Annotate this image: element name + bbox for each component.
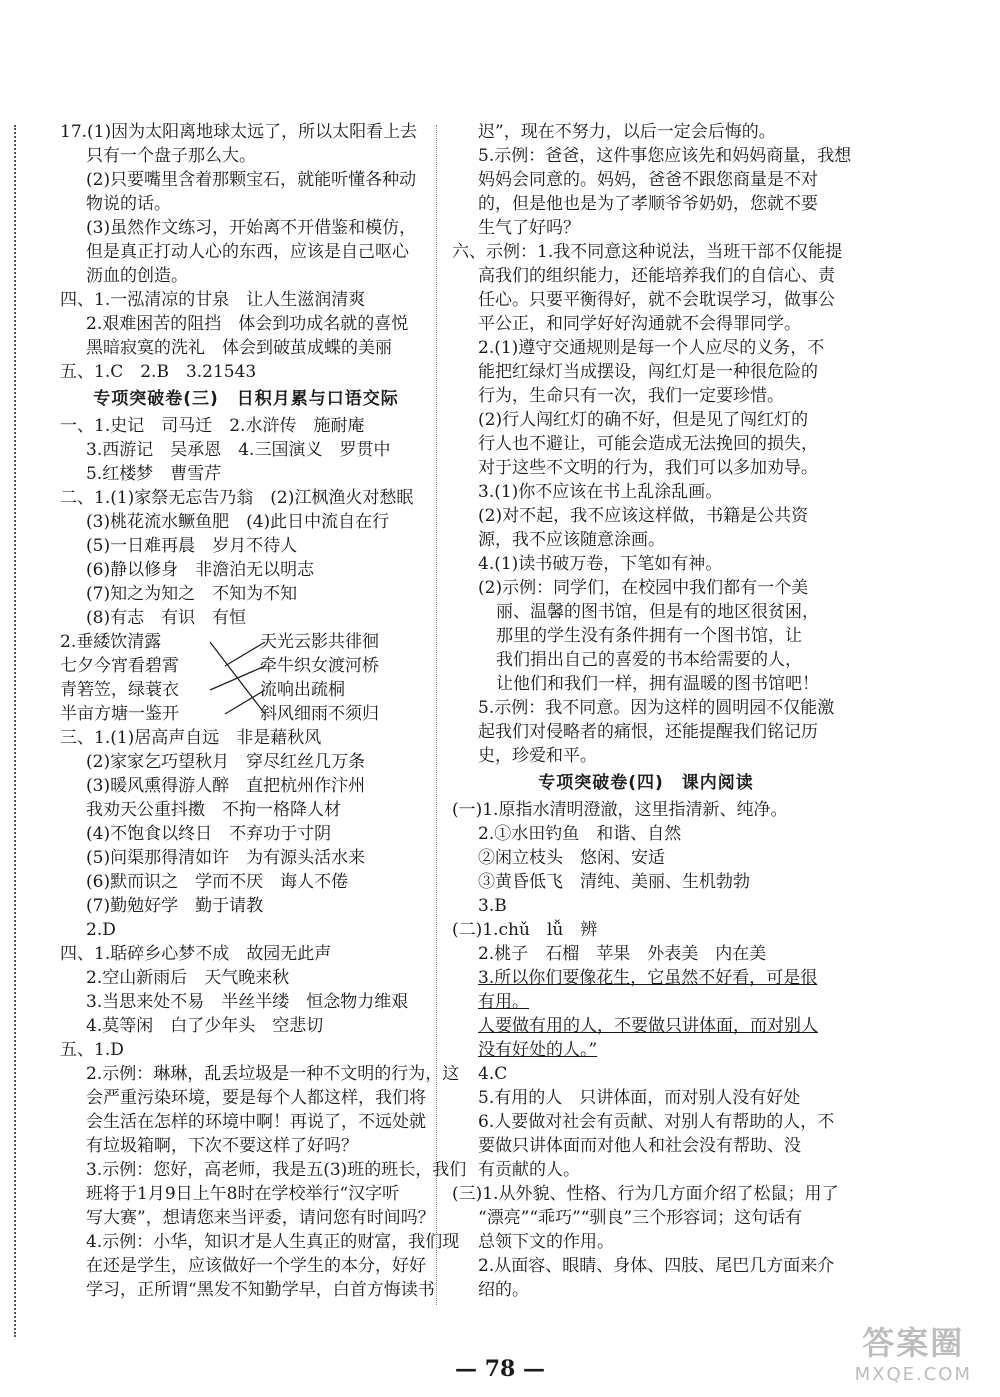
watermark-url: MXQE.COM	[854, 1364, 972, 1385]
match-right-list	[260, 630, 440, 726]
answer-line: 源，我不应该随意涂画。	[478, 530, 665, 550]
answer-line: 但是真正打动人心的东西，应该是自己呕心	[86, 242, 409, 262]
match-right-item: 天光云影共徘徊	[260, 632, 379, 652]
answer-line: 2.从面容、眼睛、身体、四肢、尾巴几方面来介	[478, 1256, 835, 1276]
answer-line: 5.红楼梦 曹雪芹	[86, 464, 222, 484]
section-3-part-1	[60, 414, 432, 630]
answer-line: (2)对不起，我不应该这样做，书籍是公共资	[478, 506, 809, 526]
answer-line: 我劝天公重抖擞 不拘一格降人材	[86, 800, 341, 820]
answer-line: (5)一日难再晨 岁月不待人	[86, 536, 298, 556]
answer-line: 3.B	[478, 896, 507, 916]
poem-matching	[60, 630, 432, 726]
match-left-item: 七夕今宵看碧霄	[60, 656, 179, 676]
answer-line: 2.桃子 石榴 苹果 外表美 内在美	[478, 944, 767, 964]
answer-line: (三)1.从外貌、性格、行为几方面介绍了松鼠；用了	[452, 1184, 839, 1204]
answer-line: 物说的话。	[86, 194, 171, 214]
answer-line: 任心。只要平衡得好，就不会耽误学习，做事公	[478, 290, 835, 310]
answer-line: 5.示例：我不同意。因为这样的圆明园不仅能激	[478, 698, 835, 718]
section-4-title: 专项突破卷(四) 课内阅读	[538, 773, 754, 793]
answer-line: 能把红绿灯当成摆设，闯红灯是一种很危险的	[478, 362, 818, 382]
match-label: 2.	[60, 632, 77, 652]
answer-line: 让他们和我们一样，拥有温暖的图书馆吧！	[496, 674, 819, 694]
section-3-title: 专项突破卷(三) 日积月累与口语交际	[93, 389, 399, 409]
answer-line: (3)虽然作文练习，开始离不开借鉴和模仿，	[86, 218, 417, 238]
answer-line: 没有好处的人。”	[478, 1040, 598, 1060]
answer-line: (5)问渠那得清如许 为有源头活水来	[86, 848, 366, 868]
watermark	[855, 1318, 972, 1385]
answer-line: 四、1.一泓清凉的甘泉 让人生滋润清爽	[60, 290, 366, 310]
answer-line: (8)有志 有识 有恒	[86, 608, 247, 628]
answer-line: (2)只要嘴里含着那颗宝石，就能听懂各种动	[86, 170, 417, 190]
answer-line: (4)不饱食以终日 不弃功于寸阴	[86, 824, 332, 844]
answer-line: 写大赛”，想请您来当评委，请问您有时间吗？	[86, 1208, 435, 1228]
answer-line: 黑暗寂寞的洗礼 体会到破茧成蝶的美丽	[86, 338, 392, 358]
answer-line: 绍的。	[478, 1280, 529, 1300]
answer-line: “漂亮”“乖巧”“驯良”三个形容词；这句话有	[478, 1208, 803, 1228]
section-3-part-2	[60, 726, 467, 1302]
answer-line: ②闲立枝头 悠闲、安适	[478, 848, 665, 868]
answer-line: 2.D	[86, 920, 116, 940]
answer-line: (一)1.原指水清明澄澈，这里指清新、纯净。	[452, 800, 788, 820]
answer-line: 总领下文的作用。	[478, 1232, 614, 1252]
answer-line: 四、1.聒碎乡心梦不成 故园无此声	[60, 944, 332, 964]
answer-line: 3.(1)你不应该在书上乱涂乱画。	[478, 482, 723, 502]
answer-line: ③黄昏低飞 清纯、美丽、生机勃勃	[478, 872, 750, 892]
answer-line: 2.(1)遵守交通规则是每一个人应尽的义务，不	[478, 338, 825, 358]
answer-line: 高我们的组织能力，还能培养我们的自信心、责	[478, 266, 835, 286]
match-left-item: 2.垂緌饮清露	[60, 632, 162, 652]
answer-line: 平公正，和同学好好沟通就不会得罪同学。	[478, 314, 801, 334]
match-left-item: 半亩方塘一鉴开	[60, 704, 179, 724]
answer-line: 要做只讲体面而对他人和社会没有帮助、没	[478, 1136, 801, 1156]
answer-line: 3.西游记 吴承恩 4.三国演义 罗贯中	[86, 440, 391, 460]
answer-line: 五、1.D	[60, 1040, 124, 1060]
answer-line: 行人也不避让，可能会造成无法挽回的损失，	[478, 434, 818, 454]
answer-line: 6.人要做对社会有贡献、对别人有帮助的人，不	[478, 1112, 835, 1132]
answer-line: 会生活在怎样的环境中啊！再说了，不远处就	[86, 1112, 426, 1132]
answer-line: 17.(1)因为太阳离地球太远了，所以太阳看上去	[60, 122, 418, 142]
answer-line: 有垃圾箱啊，下次不要这样了好吗？	[86, 1136, 358, 1156]
answer-line: (3)暖风熏得游人醉 直把杭州作汴州	[86, 776, 366, 796]
answer-line: 3.示例：您好，高老师，我是五(3)班的班长，我们	[86, 1160, 467, 1180]
answer-line: 五、1.C 2.B 3.21543	[60, 362, 257, 382]
answer-line: 只有一个盘子那么大。	[86, 146, 256, 166]
answer-line: 4.(1)读书破万卷，下笔如有神。	[478, 554, 723, 574]
section-3-part-3	[452, 120, 852, 768]
answer-line: 人要做有用的人，不要做只讲体面，而对别人	[478, 1016, 818, 1036]
answer-line: 3.所以你们要像花生，它虽然不好看，可是很	[478, 968, 818, 988]
right-column	[452, 120, 852, 1302]
answer-line: 六、示例：1.我不同意这种说法，当班干部不仅能提	[452, 242, 843, 262]
answer-line: 对于这些不文明的行为，我们可以多加劝导。	[478, 458, 818, 478]
section-4-answers	[452, 798, 840, 1302]
answer-line: 3.当思来处不易 半丝半缕 恒念物力维艰	[86, 992, 409, 1012]
answer-line: 起我们对侵略者的痛恨，还能提醒我们铭记历	[478, 722, 818, 742]
answers-block-2	[60, 120, 432, 384]
answer-line: 会严重污染环境，要是每个人都这样，我们将	[86, 1088, 426, 1108]
page-number: — 78 —	[455, 1356, 545, 1382]
answer-line: (6)默而识之 学而不厌 诲人不倦	[86, 872, 349, 892]
answer-line: 2.①水田钓鱼 和谐、自然	[478, 824, 682, 844]
answer-line: 4.示例：小华，知识才是人生真正的财富，我们现	[86, 1232, 460, 1252]
answer-line: 学习，正所谓“黑发不知勤学早，白首方悔读书	[86, 1280, 435, 1300]
answer-line: 行为，生命只有一次，我们一定要珍惜。	[478, 386, 784, 406]
answer-line: 班将于1月9日上午8时在学校举行“汉字听	[86, 1184, 400, 1204]
match-left-item: 青箬笠，绿蓑衣	[60, 680, 179, 700]
answer-line: 2.空山新雨后 天气晚来秋	[86, 968, 290, 988]
answer-line: 有贡献的人。	[478, 1160, 580, 1180]
answer-line: 三、1.(1)居高声自远 非是藉秋风	[60, 728, 322, 748]
answer-line: 丽、温馨的图书馆，但是有的地区很贫困，	[496, 602, 819, 622]
left-dotted-border	[14, 125, 16, 1337]
answer-line: 2.示例：琳琳，乱丢垃圾是一种不文明的行为，这	[86, 1064, 460, 1084]
match-right-item: 斜风细雨不须归	[260, 704, 379, 724]
answer-line: 沥血的创造。	[86, 266, 188, 286]
answer-line: 在还是学生，应该做好一个学生的本分，好好	[86, 1256, 426, 1276]
answer-line: 史，珍爱和平。	[478, 746, 597, 766]
answer-line: 4.莫等闲 白了少年头 空悲切	[86, 1016, 324, 1036]
left-column	[60, 120, 467, 1302]
answer-line: 2.艰难困苦的阻挡 体会到功成名就的喜悦	[86, 314, 409, 334]
answer-line: (2)行人闯红灯的确不好，但是见了闯红灯的	[478, 410, 809, 430]
answer-line: (6)静以修身 非澹泊无以明志	[86, 560, 315, 580]
match-right-item: 牵牛织女渡河桥	[260, 656, 379, 676]
answer-line: 5.示例：爸爸，这件事您应该先和妈妈商量，我想	[478, 146, 852, 166]
answer-line: 妈妈会同意的。妈妈，爸爸不跟您商量是不对	[478, 170, 818, 190]
answer-line: 有用。	[478, 992, 529, 1012]
match-right-item: 流响出疏桐	[260, 680, 345, 700]
answer-line: (7)勤勉好学 勤于请教	[86, 896, 264, 916]
answer-line: 一、1.史记 司马迁 2.水浒传 施耐庵	[60, 416, 365, 436]
answer-line: (7)知之为知之 不知为不知	[86, 584, 298, 604]
answer-line: 生气了好吗？	[478, 218, 580, 238]
answer-line: (3)桃花流水鳜鱼肥 (4)此日中流自在行	[86, 512, 390, 532]
answer-line: 的，但是他也是为了孝顺爷爷奶奶，您就不要	[478, 194, 818, 214]
answer-line: 4.C	[478, 1064, 508, 1084]
answer-line: 那里的学生没有条件拥有一个图书馆，让	[496, 626, 802, 646]
answer-line: 二、1.(1)家祭无忘告乃翁 (2)江枫渔火对愁眠	[60, 488, 414, 508]
answer-line: (二)1.chǔ lǚ 辨	[452, 920, 598, 940]
answer-line: 迟”，现在不努力，以后一定会后悔的。	[478, 122, 776, 142]
answer-line: 我们捐出自己的喜爱的书本给需要的人，	[496, 650, 802, 670]
answer-line: (2)示例：同学们，在校园中我们都有一个美	[478, 578, 809, 598]
answer-line: 5.有用的人 只讲体面，而对别人没有好处	[478, 1088, 801, 1108]
answer-line: (2)家家乞巧望秋月 穿尽红丝几万条	[86, 752, 366, 772]
watermark-title: 答案圈	[862, 1324, 965, 1362]
